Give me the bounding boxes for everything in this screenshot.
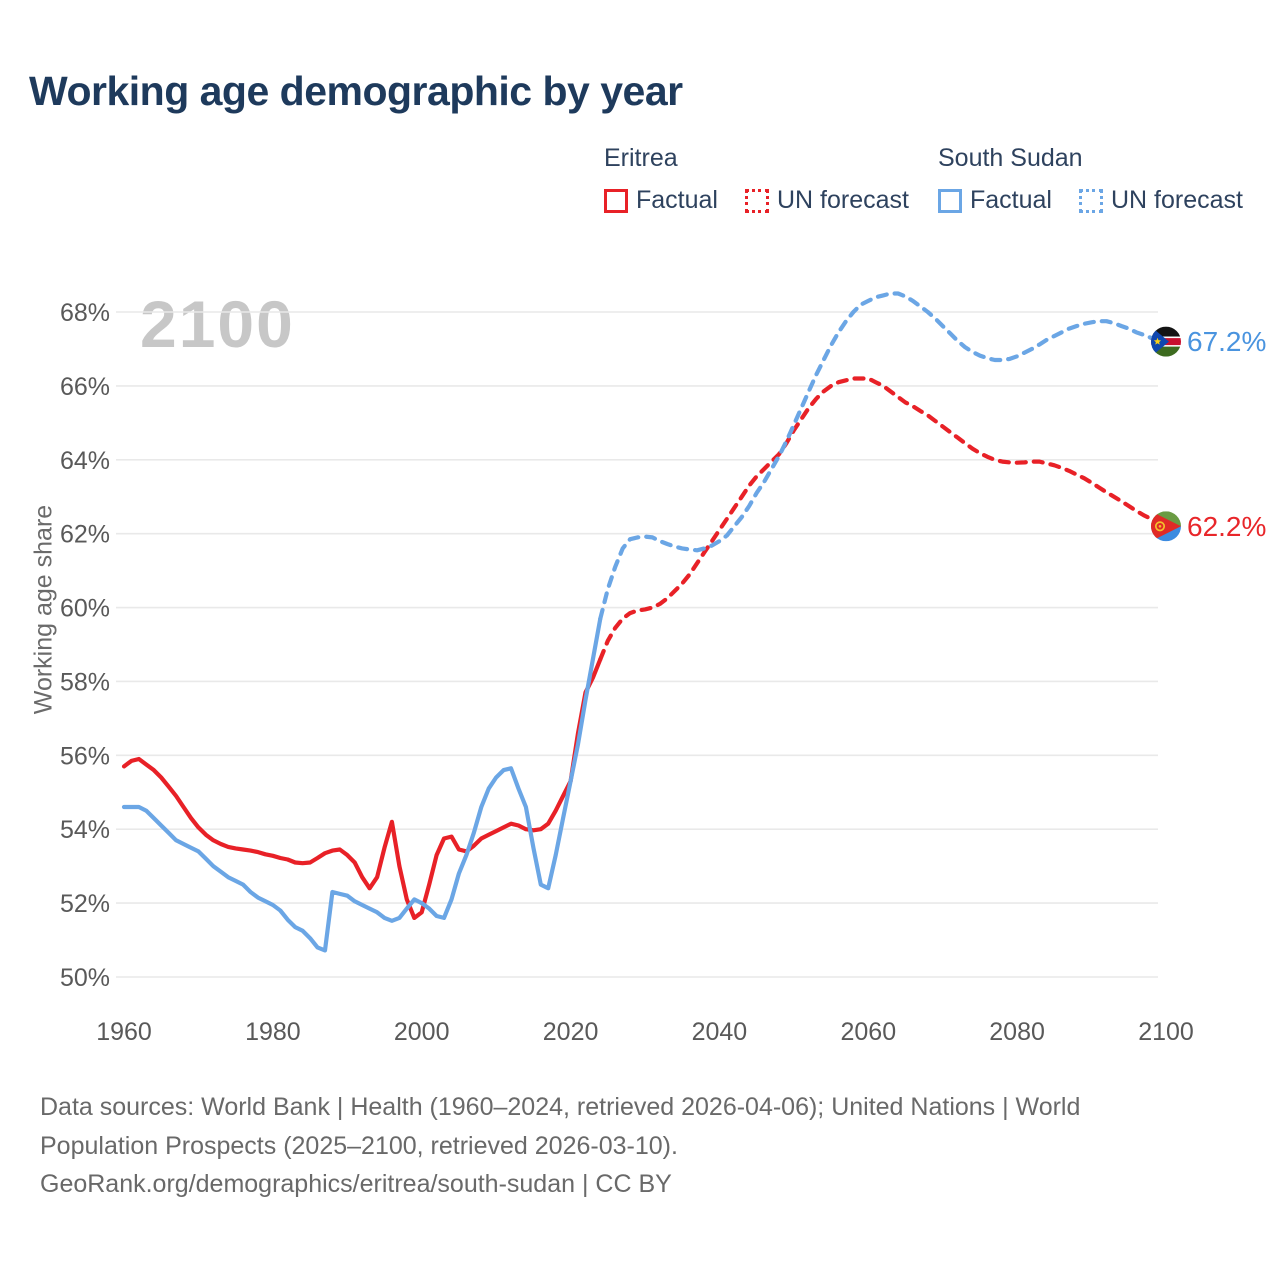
gridlines	[116, 312, 1158, 977]
y-tick-label: 60%	[59, 594, 110, 623]
south-sudan-factual-line[interactable]	[124, 619, 600, 951]
y-tick-label: 66%	[59, 372, 110, 401]
eritrea-flag-icon	[1151, 511, 1181, 541]
y-tick-label: 50%	[59, 964, 110, 992]
eritrea-end-value-label: 62.2%	[1187, 510, 1267, 542]
x-tick-label: 2040	[691, 1018, 748, 1046]
legend-item-label: UN forecast	[1110, 186, 1243, 214]
legend-item-label: Factual	[970, 186, 1052, 214]
x-tick-label: 2000	[393, 1018, 450, 1046]
x-tick-label: 2020	[542, 1018, 599, 1046]
y-tick-label: 64%	[59, 446, 110, 475]
footer-attribution	[40, 1088, 1080, 1204]
x-tick-label: 2080	[989, 1018, 1045, 1046]
data-sources-line: Data sources: World Bank | Health (1960–2024, retrieved 2026-04-06); United Nations | World	[40, 1093, 1081, 1121]
y-axis-tick-labels	[60, 299, 110, 992]
eritrea-factual-line[interactable]	[124, 659, 600, 918]
hover-year-watermark: 2100	[140, 287, 295, 361]
y-tick-label: 68%	[59, 299, 110, 327]
legend-country-label: Eritrea	[604, 144, 678, 172]
x-tick-label: 2060	[840, 1018, 897, 1046]
x-axis-tick-labels	[96, 1018, 1194, 1046]
series-lines	[124, 294, 1166, 951]
y-tick-label: 56%	[59, 742, 110, 771]
y-tick-label: 52%	[59, 890, 110, 919]
y-tick-label: 58%	[59, 668, 110, 697]
y-tick-label: 54%	[59, 816, 110, 845]
south-sudan-end-value-label: 67.2%	[1187, 326, 1267, 358]
x-tick-label: 1960	[96, 1018, 152, 1046]
y-axis-title: Working age share	[29, 504, 58, 715]
page-title: Working age demographic by year	[29, 68, 683, 114]
legend-country-label: South Sudan	[938, 144, 1083, 172]
x-tick-label: 2100	[1138, 1018, 1194, 1046]
legend-item-label: Factual	[636, 186, 718, 214]
y-tick-label: 62%	[59, 520, 110, 549]
south-sudan-flag-icon	[1151, 327, 1181, 357]
eritrea-un-forecast-line[interactable]	[600, 379, 1166, 660]
data-sources-line: Population Prospects (2025–2100, retrieved 2026-03-10).	[40, 1131, 678, 1160]
source-url-line: GeoRank.org/demographics/eritrea/south-sudan | CC BY	[40, 1170, 672, 1198]
series-end-labels	[1151, 326, 1266, 542]
south-sudan-un-forecast-line[interactable]	[600, 294, 1166, 619]
legend-item-label: UN forecast	[776, 186, 909, 214]
x-tick-label: 1980	[245, 1018, 301, 1046]
